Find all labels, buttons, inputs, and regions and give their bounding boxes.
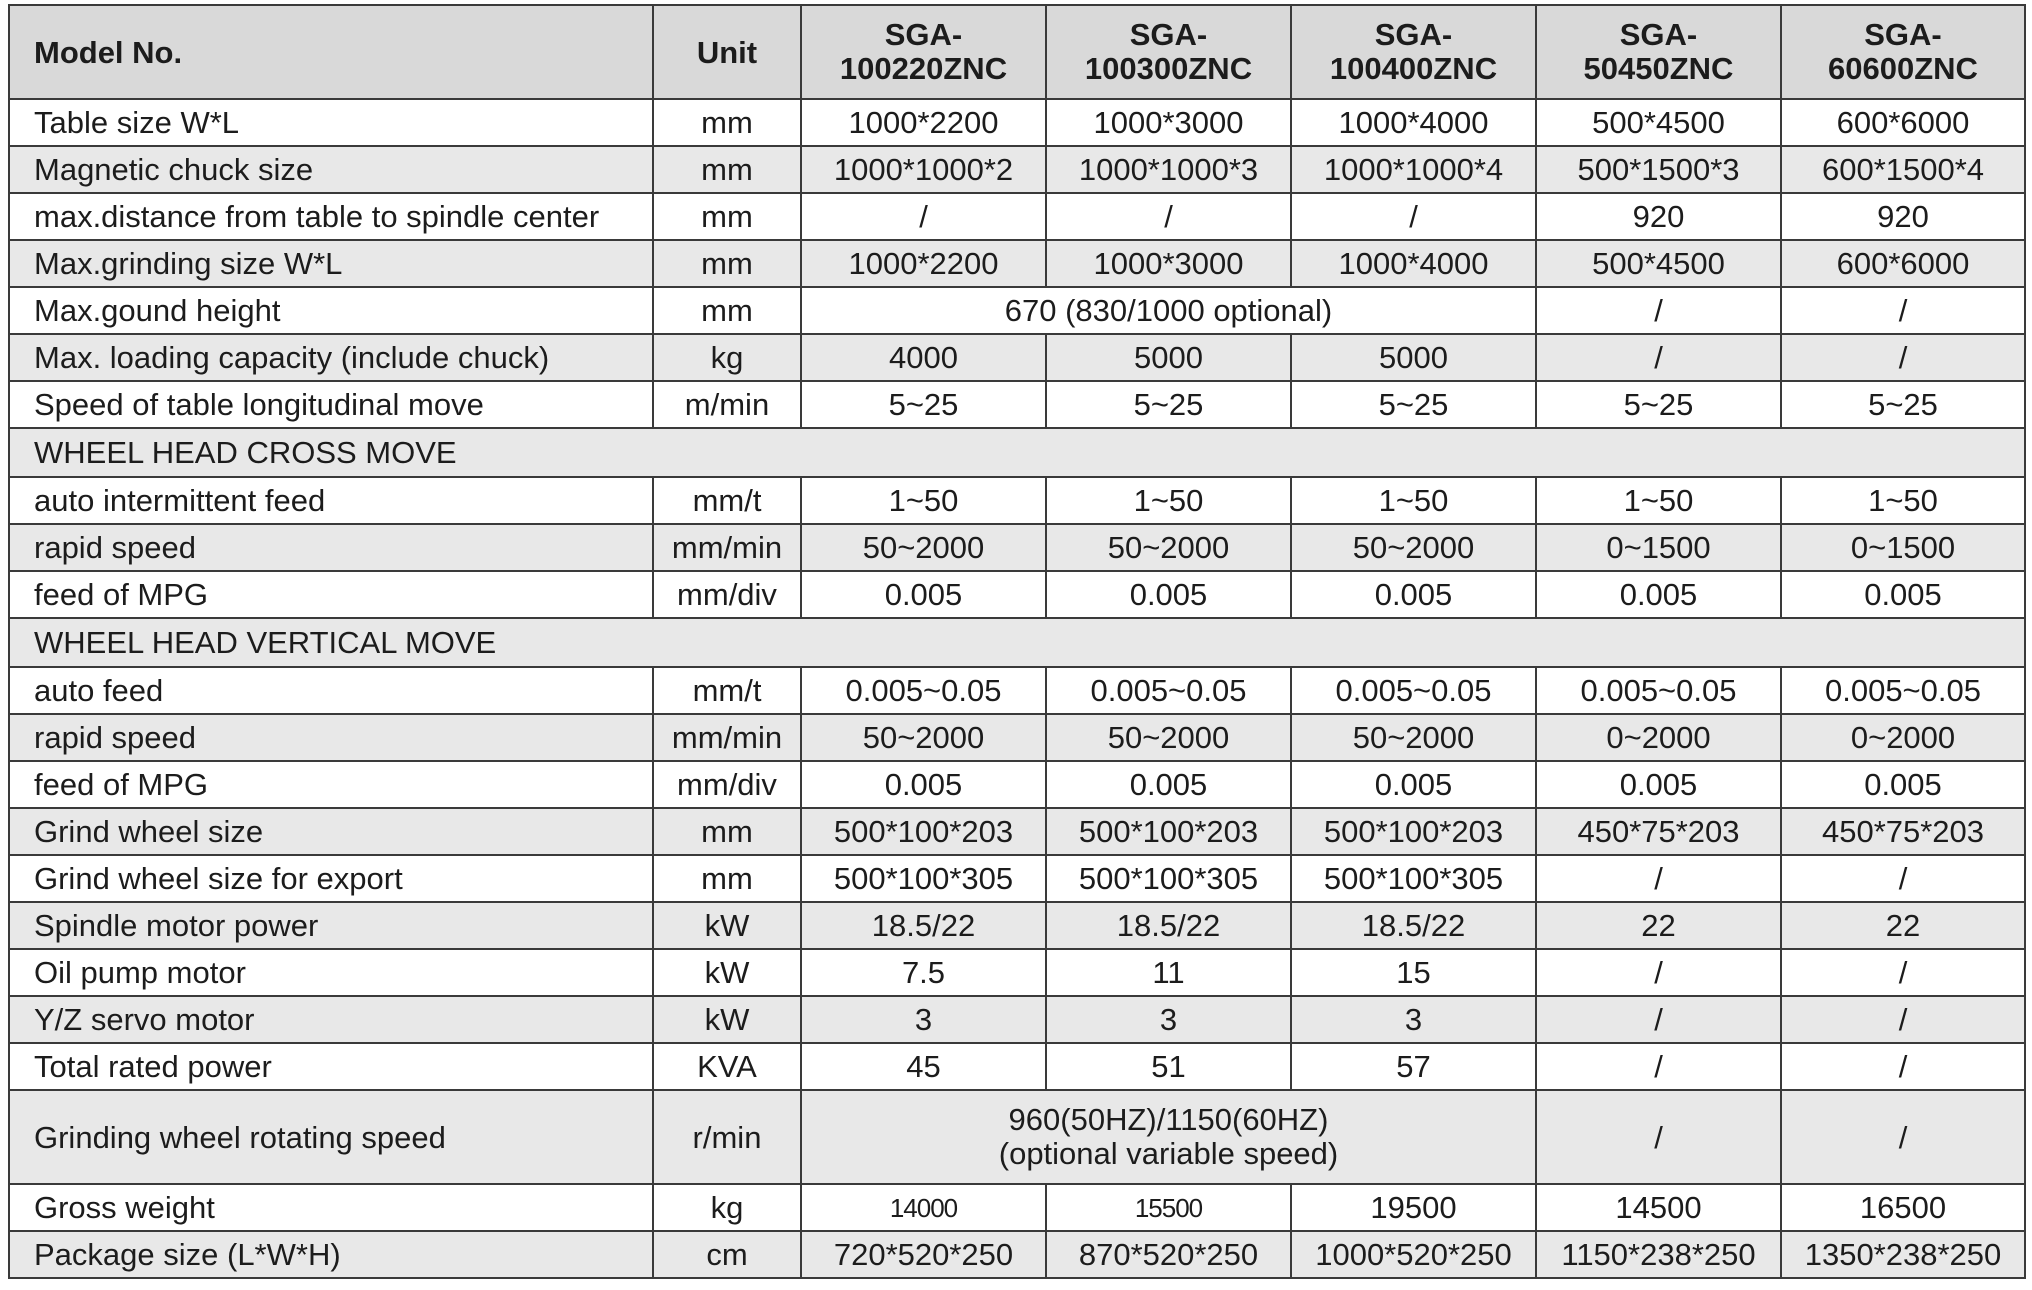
table-row [9,808,2025,855]
cell-value: 0.005 [1781,571,2025,618]
row-unit: mm [653,193,801,240]
cell-value: / [1781,996,2025,1043]
row-unit: mm [653,99,801,146]
model-code: 100400ZNC [1329,51,1498,86]
cell-value: 500*4500 [1536,240,1781,287]
cell-value: 57 [1291,1043,1536,1090]
cell-value: 0~2000 [1781,714,2025,761]
cell-value: 15 [1291,949,1536,996]
cell-value: 1350*238*250 [1781,1231,2025,1278]
cell-value: 1000*1000*3 [1046,146,1291,193]
merged-cell-value: 670 (830/1000 optional) [801,287,1536,334]
model-code: 50450ZNC [1583,51,1734,86]
row-unit: mm [653,808,801,855]
cell-value: 0.005 [1781,761,2025,808]
table-row [9,477,2025,524]
cell-value: 5~25 [1536,381,1781,428]
row-label: rapid speed [9,524,653,571]
cell-value: / [1781,949,2025,996]
cell-value: 920 [1781,193,2025,240]
spec-table [8,4,2026,1279]
cell-value: 5~25 [1046,381,1291,428]
speed-line-2: (optional variable speed) [998,1136,1339,1171]
table-row [9,855,2025,902]
cell-value: 870*520*250 [1046,1231,1291,1278]
cell-value: 4000 [801,334,1046,381]
cell-value: 18.5/22 [1291,902,1536,949]
cell-value: 5000 [1291,334,1536,381]
cell-value: 7.5 [801,949,1046,996]
cell-value: 14500 [1536,1184,1781,1231]
cell-value: 1~50 [1536,477,1781,524]
cell-value: 500*100*203 [801,808,1046,855]
row-label: Magnetic chuck size [9,146,653,193]
cell-value: 500*100*305 [801,855,1046,902]
cell-value: / [1536,949,1781,996]
row-unit: mm [653,240,801,287]
row-label: feed of MPG [9,761,653,808]
cell-value: 600*6000 [1781,99,2025,146]
row-label: Max.grinding size W*L [9,240,653,287]
table-row [9,146,2025,193]
header-row [9,5,2025,99]
cell-value: 50~2000 [801,524,1046,571]
cell-value: / [1536,334,1781,381]
cell-value: 5~25 [1291,381,1536,428]
cell-value: 1~50 [1291,477,1536,524]
row-label: Table size W*L [9,99,653,146]
merged-cell-value [801,1090,1536,1184]
row-label: Total rated power [9,1043,653,1090]
cell-value: 500*100*203 [1046,808,1291,855]
cell-value: 18.5/22 [801,902,1046,949]
table-row [9,1090,2025,1184]
table-row [9,334,2025,381]
cell-value: 600*6000 [1781,240,2025,287]
table-row [9,714,2025,761]
model-code: 60600ZNC [1828,51,1978,86]
row-unit: KVA [653,1043,801,1090]
cell-value: 0~1500 [1781,524,2025,571]
row-label: Grinding wheel rotating speed [9,1090,653,1184]
header-model-label: Model No. [9,5,653,99]
cell-value: / [1536,287,1781,334]
header-model-2 [1046,5,1291,99]
cell-value: 0.005 [1291,761,1536,808]
cell-value: / [1536,855,1781,902]
cell-value: 1000*4000 [1291,99,1536,146]
header-model-1 [801,5,1046,99]
row-unit: kW [653,902,801,949]
table-row [9,902,2025,949]
cell-value: 5~25 [801,381,1046,428]
model-prefix: SGA- [884,17,963,52]
cell-value: 0.005 [1291,571,1536,618]
row-unit: kg [653,1184,801,1231]
cell-value: / [801,193,1046,240]
cell-value: / [1291,193,1536,240]
cell-value: 1000*3000 [1046,99,1291,146]
row-label: Speed of table longitudinal move [9,381,653,428]
cell-value: 1000*4000 [1291,240,1536,287]
row-label: Grind wheel size for export [9,855,653,902]
cell-value: 22 [1536,902,1781,949]
cell-value: / [1781,334,2025,381]
table-row [9,949,2025,996]
model-code: 100300ZNC [1084,51,1253,86]
cell-value: 45 [801,1043,1046,1090]
table-row [9,99,2025,146]
cell-value: 19500 [1291,1184,1536,1231]
cell-value: 0.005 [1536,761,1781,808]
cell-value: 920 [1536,193,1781,240]
header-model-3 [1291,5,1536,99]
row-unit: mm [653,287,801,334]
cell-value: 500*100*305 [1046,855,1291,902]
cell-value: 5~25 [1781,381,2025,428]
cell-value: 50~2000 [1046,524,1291,571]
section-title: WHEEL HEAD CROSS MOVE [9,428,2025,477]
model-code: 100220ZNC [839,51,1008,86]
cell-value: 1~50 [1781,477,2025,524]
cell-value: 450*75*203 [1781,808,2025,855]
cell-value: / [1046,193,1291,240]
table-row [9,667,2025,714]
cell-value: 0.005~0.05 [1291,667,1536,714]
cell-value: 22 [1781,902,2025,949]
row-unit: mm/t [653,477,801,524]
section-title: WHEEL HEAD VERTICAL MOVE [9,618,2025,667]
row-label: auto feed [9,667,653,714]
table-row [9,287,2025,334]
row-unit: mm/div [653,761,801,808]
header-unit-label: Unit [653,5,801,99]
row-label: Gross weight [9,1184,653,1231]
table-row [9,571,2025,618]
cell-value: 5000 [1046,334,1291,381]
cell-value: 500*100*203 [1291,808,1536,855]
cell-value: 1150*238*250 [1536,1231,1781,1278]
row-label: Grind wheel size [9,808,653,855]
row-label: auto intermittent feed [9,477,653,524]
cell-value: / [1781,855,2025,902]
cell-value: / [1536,996,1781,1043]
cell-value: 14000 [801,1184,1046,1231]
table-row [9,1184,2025,1231]
row-label: Max.gound height [9,287,653,334]
cell-value: 3 [801,996,1046,1043]
cell-value: 720*520*250 [801,1231,1046,1278]
section-header-cross-move [9,428,2025,477]
spec-sheet [8,4,2024,1279]
row-unit: kW [653,996,801,1043]
row-unit: r/min [653,1090,801,1184]
row-label: rapid speed [9,714,653,761]
cell-value: 0.005 [1046,571,1291,618]
cell-value: 51 [1046,1043,1291,1090]
table-row [9,996,2025,1043]
header-model-4 [1536,5,1781,99]
model-prefix: SGA- [1619,17,1698,52]
cell-value: 500*100*305 [1291,855,1536,902]
cell-value: 3 [1291,996,1536,1043]
cell-value: 600*1500*4 [1781,146,2025,193]
cell-value: 18.5/22 [1046,902,1291,949]
cell-value: 0.005~0.05 [1536,667,1781,714]
row-label: Spindle motor power [9,902,653,949]
cell-value: 50~2000 [1291,714,1536,761]
cell-value: 50~2000 [801,714,1046,761]
row-unit: mm/div [653,571,801,618]
cell-value: 0~1500 [1536,524,1781,571]
cell-value: 15500 [1046,1184,1291,1231]
cell-value: 1000*2200 [801,99,1046,146]
table-row [9,761,2025,808]
header-model-5 [1781,5,2025,99]
table-row [9,240,2025,287]
cell-value: 0.005 [801,761,1046,808]
row-unit: kW [653,949,801,996]
cell-value: 1000*520*250 [1291,1231,1536,1278]
cell-value: 11 [1046,949,1291,996]
cell-value: 1000*2200 [801,240,1046,287]
row-label: Y/Z servo motor [9,996,653,1043]
table-row [9,1043,2025,1090]
row-label: max.distance from table to spindle center [9,193,653,240]
row-unit: m/min [653,381,801,428]
cell-value: 16500 [1781,1184,2025,1231]
row-unit: mm [653,855,801,902]
cell-value: 0.005 [801,571,1046,618]
section-header-vertical-move [9,618,2025,667]
cell-value: 0~2000 [1536,714,1781,761]
row-label: Package size (L*W*H) [9,1231,653,1278]
cell-value: 0.005~0.05 [1781,667,2025,714]
row-label: feed of MPG [9,571,653,618]
cell-value: 50~2000 [1291,524,1536,571]
row-unit: mm/min [653,524,801,571]
cell-value: 0.005~0.05 [1046,667,1291,714]
row-label: Oil pump motor [9,949,653,996]
row-unit: kg [653,334,801,381]
model-prefix: SGA- [1864,17,1942,52]
row-unit: mm/min [653,714,801,761]
cell-value: 0.005~0.05 [801,667,1046,714]
cell-value: / [1536,1090,1781,1184]
table-row [9,381,2025,428]
cell-value: / [1781,287,2025,334]
cell-value: 50~2000 [1046,714,1291,761]
cell-value: 1~50 [801,477,1046,524]
cell-value: 1000*3000 [1046,240,1291,287]
cell-value: 0.005 [1046,761,1291,808]
cell-value: 1~50 [1046,477,1291,524]
table-row [9,524,2025,571]
row-unit: mm [653,146,801,193]
model-prefix: SGA- [1374,17,1453,52]
table-row [9,193,2025,240]
speed-line-1: 960(50HZ)/1150(60HZ) [1008,1102,1329,1137]
cell-value: 450*75*203 [1536,808,1781,855]
cell-value: 3 [1046,996,1291,1043]
row-unit: mm/t [653,667,801,714]
cell-value: 500*4500 [1536,99,1781,146]
model-prefix: SGA- [1129,17,1208,52]
cell-value: 0.005 [1536,571,1781,618]
cell-value: 1000*1000*4 [1291,146,1536,193]
cell-value: / [1781,1043,2025,1090]
cell-value: / [1781,1090,2025,1184]
cell-value: 1000*1000*2 [801,146,1046,193]
row-label: Max. loading capacity (include chuck) [9,334,653,381]
row-unit: cm [653,1231,801,1278]
cell-value: / [1536,1043,1781,1090]
table-row [9,1231,2025,1278]
cell-value: 500*1500*3 [1536,146,1781,193]
